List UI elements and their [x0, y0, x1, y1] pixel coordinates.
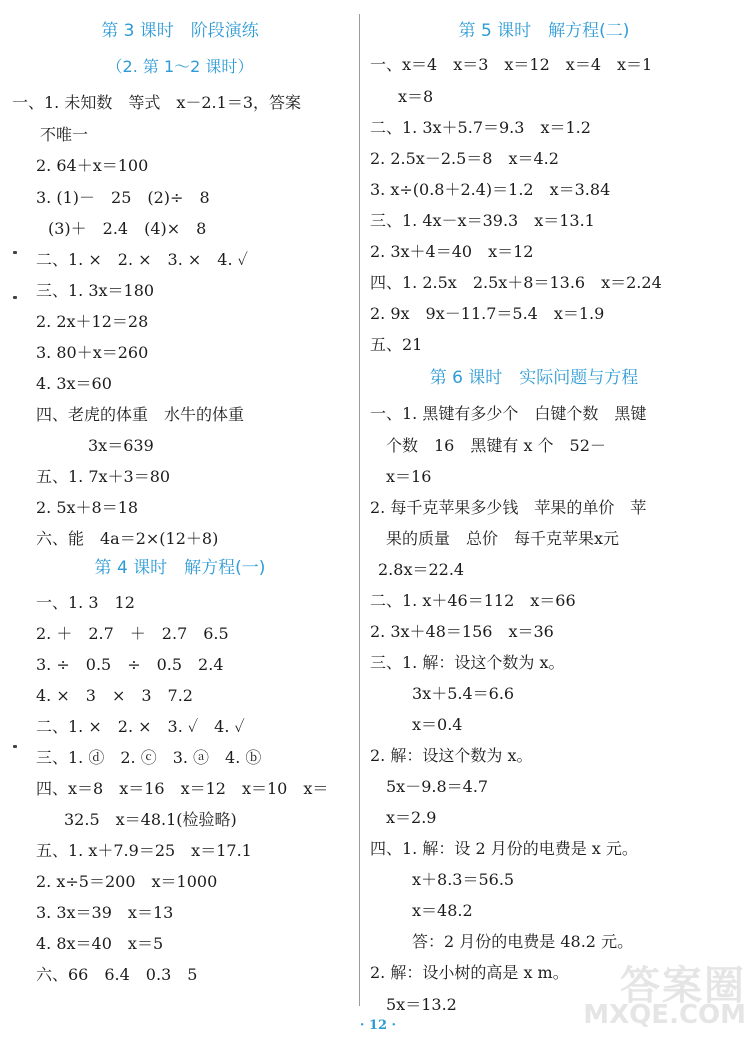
answer-line: 三、1. 4x－x＝39.3 x＝13.1	[370, 211, 595, 230]
answer-line: 2.8x＝22.4	[378, 560, 465, 579]
answer-line: 四、x＝8 x＝16 x＝12 x＝10 x＝	[36, 779, 329, 798]
answer-line: 三、1. ⓓ 2. ⓒ 3. ⓐ 4. ⓑ	[36, 748, 262, 767]
page-number: · 12 ·	[359, 1018, 397, 1033]
answer-line: 一、x＝4 x＝3 x＝12 x＝4 x＝1	[370, 55, 653, 74]
answer-line: 五、1. x＋7.9＝25 x＝17.1	[36, 841, 252, 860]
answer-line: 3. 80＋x＝260	[36, 343, 149, 362]
answer-line: 不唯一	[40, 125, 89, 144]
answer-line: 2. 解：设这个数为 x。	[370, 746, 533, 765]
scan-speck	[13, 745, 17, 748]
answer-line: x＝2.9	[386, 808, 437, 827]
answer-line: 5x＝13.2	[386, 995, 457, 1014]
section-title-lesson6: 第 6 课时 实际问题与方程	[429, 368, 639, 388]
answer-line: 2. 解：设小树的高是 x m。	[370, 963, 569, 982]
answer-line: x＝8	[398, 87, 434, 106]
answer-line: 3. (1)－ 25 (2)÷ 8	[36, 188, 210, 207]
answer-line: 3. ÷ 0.5 ÷ 0.5 2.4	[36, 655, 224, 674]
answer-line: 3. 3x＝39 x＝13	[36, 903, 174, 922]
answer-line: x＝16	[386, 467, 432, 486]
answer-line: 2. 每千克苹果多少钱 苹果的单价 苹	[370, 498, 647, 517]
answer-line: 个数 16 黑键有 x 个 52－	[386, 436, 606, 455]
section-title-lesson4: 第 4 课时 解方程(一)	[94, 558, 266, 578]
section-title-lesson5: 第 5 课时 解方程(二)	[458, 21, 630, 41]
answer-line: 四、老虎的体重 水牛的体重	[36, 405, 245, 424]
answer-line: 4. × 3 × 3 7.2	[36, 686, 193, 705]
column-divider	[359, 14, 360, 1006]
watermark-top-text: 答案圈	[620, 963, 746, 1009]
answer-line: 三、1. 解：设这个数为 x。	[370, 653, 565, 672]
watermark-logo	[583, 954, 750, 1034]
answer-line: 2. 5x＋8＝18	[36, 498, 139, 517]
answer-line: 一、1. 3 12	[36, 593, 135, 612]
answer-line: 一、1. 黑键有多少个 白键个数 黑键	[370, 404, 647, 423]
answer-line: 五、21	[370, 335, 423, 354]
answer-line: 2. x÷5＝200 x＝1000	[36, 872, 218, 891]
answer-line: 一、1. 未知数 等式 x－2.1＝3，答案	[12, 93, 302, 112]
answer-line: 2. 64＋x＝100	[36, 156, 149, 175]
answer-line: 二、1. × 2. × 3. ✓ 4. ✓	[36, 717, 245, 736]
answer-line: 2. 2.5x－2.5＝8 x＝4.2	[370, 149, 559, 168]
answer-line: (3)＋ 2.4 (4)× 8	[48, 219, 207, 238]
answer-line: x＝48.2	[412, 901, 473, 920]
answer-line: 5x－9.8＝4.7	[386, 777, 489, 796]
answer-line: 2. 9x 9x－11.7＝5.4 x＝1.9	[370, 304, 605, 323]
answer-line: x＝0.4	[412, 715, 463, 734]
answer-line: 32.5 x＝48.1(检验略)	[64, 810, 237, 829]
scan-speck	[13, 251, 17, 254]
section-title-lesson3: 第 3 课时 阶段演练	[101, 21, 259, 41]
answer-line: 4. 3x＝60	[36, 374, 112, 393]
answer-line: 4. 8x＝40 x＝5	[36, 934, 164, 953]
answer-line: 3x＝639	[88, 436, 154, 455]
answer-line: 二、1. × 2. × 3. × 4. ✓	[36, 250, 248, 269]
answer-line: 二、1. x＋46＝112 x＝66	[370, 591, 576, 610]
answer-line: 四、1. 2.5x 2.5x＋8＝13.6 x＝2.24	[370, 273, 662, 292]
answer-line: 果的质量 总价 每千克苹果x元	[386, 529, 620, 548]
answer-line: 2. 3x＋48＝156 x＝36	[370, 622, 554, 641]
answer-line: 四、1. 解：设 2 月份的电费是 x 元。	[370, 839, 638, 858]
answer-line: 三、1. 3x＝180	[36, 281, 155, 300]
answer-line: 五、1. 7x＋3＝80	[36, 467, 171, 486]
answer-line: 二、1. 3x＋5.7＝9.3 x＝1.2	[370, 118, 591, 137]
answer-line: 六、66 6.4 0.3 5	[36, 965, 198, 984]
answer-line: 3x＋5.4＝6.6	[412, 684, 515, 703]
scan-speck	[13, 296, 17, 299]
answer-line: 答：2 月份的电费是 48.2 元。	[412, 932, 634, 951]
answer-line: x＋8.3＝56.5	[412, 870, 515, 889]
answer-line: 2. 3x＋4＝40 x＝12	[370, 242, 534, 261]
answer-line: 六、能 4a＝2×(12＋8)	[36, 529, 219, 548]
section-subtitle-lesson3: （2. 第 1～2 课时）	[106, 57, 254, 76]
answer-line: 3. x÷(0.8＋2.4)＝1.2 x＝3.84	[370, 180, 611, 199]
answer-line: 2. ＋ 2.7 ＋ 2.7 6.5	[36, 624, 229, 643]
watermark-bottom-text: MXQE.COM	[583, 1000, 746, 1030]
answer-line: 2. 2x＋12＝28	[36, 312, 149, 331]
